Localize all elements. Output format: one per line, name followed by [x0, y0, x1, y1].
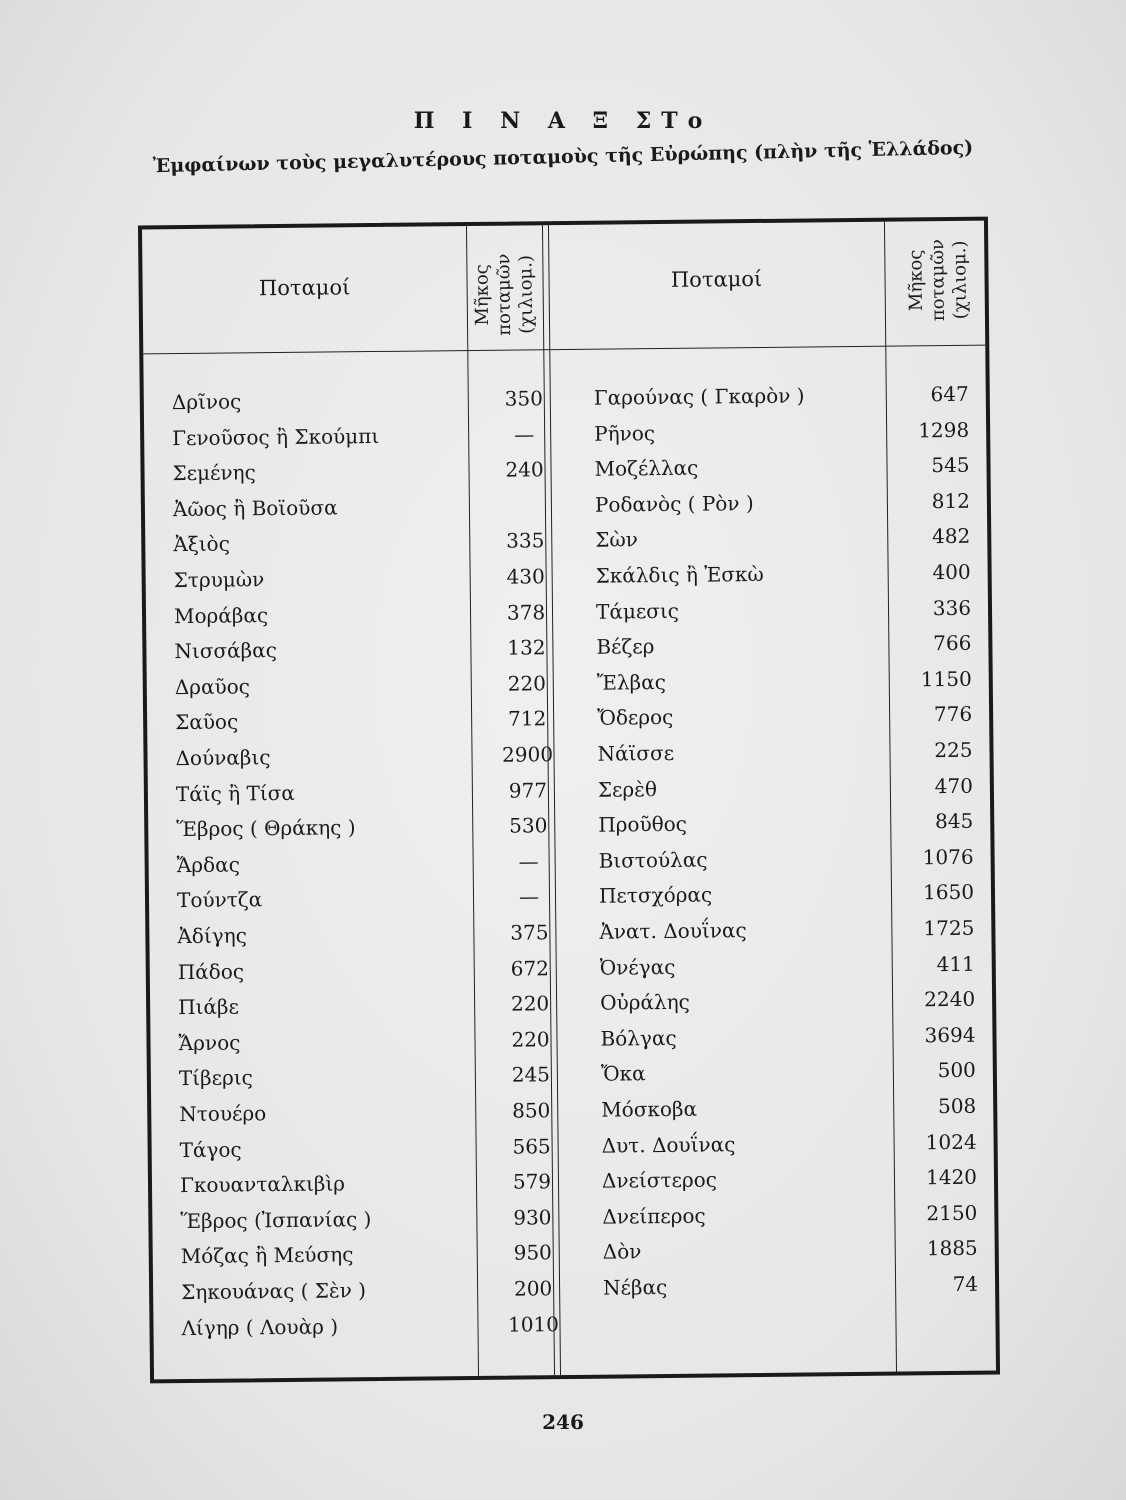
river-name-right: Ὀνέγας — [599, 954, 676, 980]
river-length-left: 712 — [507, 706, 547, 732]
river-length-left: 565 — [512, 1133, 551, 1159]
river-length-left: 672 — [510, 955, 549, 981]
river-name-left: Μοράβας — [173, 602, 269, 628]
river-length-right: 74 — [952, 1271, 979, 1297]
river-name-right: Πετσχόρας — [598, 882, 713, 909]
river-name-left: Γκουανταλκιβὶρ — [179, 1171, 346, 1198]
header-length-right-line3: (χιλιομ.) — [949, 240, 971, 320]
header-length-left-line3: (χιλιομ.) — [515, 254, 538, 334]
river-name-right: Ὄδερος — [597, 705, 674, 731]
river-length-right: 812 — [931, 488, 971, 513]
page-subtitle: Ἐμφαίνων τοὺς μεγαλυτέρους ποταμοὺς τῆς Εὐρώπης (πλὴν τῆς Ἑλλάδος) — [152, 136, 974, 178]
river-name-left: Ἀῶος ἢ Βοϊοῦσα — [172, 495, 338, 521]
river-name-right: Νάϊσσε — [597, 740, 675, 766]
river-length-right: 2150 — [926, 1200, 978, 1226]
river-name-left: Νισσάβας — [174, 638, 277, 664]
river-length-left: 1010 — [507, 1311, 560, 1337]
river-length-right: 1420 — [925, 1164, 978, 1190]
river-length-left: — — [518, 884, 540, 909]
table-row — [153, 1302, 995, 1346]
river-length-right: 400 — [932, 559, 971, 585]
river-name-right: Βιστούλας — [598, 847, 708, 873]
river-name-left: Ντουέρο — [179, 1101, 267, 1127]
river-length-left: 977 — [508, 777, 548, 803]
river-length-left: 930 — [513, 1205, 552, 1230]
river-length-left: 850 — [512, 1098, 551, 1123]
river-name-left: Πάδος — [177, 959, 245, 984]
river-name-right: Ὄκα — [600, 1061, 646, 1087]
river-length-right: 1650 — [922, 880, 975, 905]
river-name-right: Σκάλδις ἢ Ἐσκὼ — [595, 561, 764, 588]
river-length-right: 1024 — [925, 1129, 977, 1154]
river-name-left: Ἀδίγης — [177, 923, 247, 949]
river-length-left: 200 — [513, 1276, 553, 1301]
header-rivers-right: Ποταμοί — [670, 266, 763, 292]
river-length-left: 245 — [511, 1062, 551, 1088]
river-name-left: Λίγηρ ( Λουὰρ ) — [181, 1314, 339, 1340]
header-length-right — [905, 218, 972, 343]
river-name-left: Τούντζα — [176, 887, 263, 913]
river-name-right: Ροδανὸς ( Ρὸν ) — [594, 490, 754, 517]
header-length-left — [471, 232, 538, 357]
river-length-left: 335 — [506, 528, 545, 554]
river-name-left: Ἕβρος ( Θράκης ) — [176, 815, 356, 842]
river-length-right: 1076 — [922, 844, 974, 870]
river-name-right: Τάμεσις — [595, 598, 680, 624]
header-length-left-line1: Μῆκος — [471, 264, 494, 326]
river-length-right: 470 — [934, 773, 973, 798]
river-name-left: Τίβερις — [178, 1065, 253, 1091]
river-length-right: 545 — [931, 452, 970, 478]
river-length-right — [898, 1302, 978, 1303]
river-name-right: Οὐράλης — [600, 989, 690, 1015]
header-divider — [143, 345, 985, 355]
river-length-right: 1150 — [920, 666, 972, 692]
page-title: Π Ι Ν Α Ξ ΣΤο — [413, 108, 713, 134]
river-name-left: Στρυμὼν — [173, 567, 265, 593]
river-name-right: Ἔλβας — [596, 669, 667, 695]
river-name-left: Γενοῦσος ἢ Σκούμπι — [172, 423, 380, 450]
river-length-right: 411 — [936, 951, 975, 976]
rivers-table — [138, 217, 1000, 1384]
river-name-left: Ἕβρος (Ἰσπανίας ) — [180, 1206, 372, 1233]
river-length-left: 220 — [510, 991, 550, 1016]
river-length-left: 530 — [509, 813, 548, 838]
river-length-right: 500 — [937, 1058, 976, 1083]
river-length-right: 776 — [933, 702, 973, 727]
river-length-right: 508 — [937, 1093, 977, 1119]
river-length-left: 220 — [507, 671, 546, 696]
river-length-left: 950 — [513, 1240, 552, 1265]
river-name-left: Σαῦος — [175, 709, 239, 735]
river-name-left: Δούναβις — [175, 745, 271, 771]
river-name-left: Πιάβε — [178, 994, 239, 1020]
river-length-right: 1298 — [918, 417, 970, 442]
river-length-right: 647 — [930, 381, 969, 407]
river-length-right: 3694 — [924, 1022, 976, 1048]
river-length-left: 375 — [510, 920, 549, 945]
river-name-left: Ἀξιὸς — [173, 531, 230, 557]
header-length-right-line1: Μῆκος — [905, 249, 927, 312]
page-number: 246 — [542, 1410, 584, 1434]
river-length-right: 1885 — [926, 1236, 978, 1261]
river-name-left: Ἄρνος — [178, 1030, 241, 1055]
river-name-left: Τάϊς ἢ Τίσα — [175, 780, 295, 806]
river-length-right: 766 — [933, 630, 972, 656]
river-length-right: 1725 — [923, 915, 975, 941]
river-name-right: Βέζερ — [596, 634, 655, 659]
river-length-left: 2900 — [501, 742, 554, 767]
river-name-left: Μόζας ἢ Μεύσης — [180, 1242, 354, 1269]
river-name-right: Σὼν — [595, 527, 639, 553]
river-length-right: 2240 — [924, 986, 976, 1012]
river-length-left: 132 — [507, 635, 546, 660]
river-length-right: 482 — [931, 524, 971, 549]
river-length-right: 225 — [934, 737, 973, 763]
river-length-left: 240 — [505, 457, 544, 482]
river-length-left: 220 — [511, 1027, 550, 1052]
river-name-left: Δρῖνος — [171, 389, 242, 415]
river-name-left: Τάγος — [179, 1137, 242, 1162]
river-length-left: — — [518, 849, 539, 874]
river-length-left: 378 — [506, 599, 546, 625]
river-name-right: Ἀνατ. Δουΐνας — [599, 918, 747, 944]
river-name-right: Νέβας — [602, 1274, 668, 1300]
river-name-right: Δὸν — [602, 1239, 642, 1265]
header-length-right-line2: ποταμῶν — [927, 238, 950, 322]
river-length-left: 350 — [504, 386, 544, 411]
river-name-right: Δυτ. Δουΐνας — [601, 1131, 736, 1158]
river-name-right: Σερὲθ — [597, 776, 658, 802]
header-length-left-line2: ποταμῶν — [493, 253, 516, 336]
river-length-right: 336 — [932, 595, 972, 620]
river-name-right: Μόσκοβα — [601, 1096, 698, 1122]
river-length-right: 845 — [934, 808, 974, 834]
river-length-left: 579 — [512, 1169, 552, 1194]
river-length-left — [475, 488, 575, 489]
river-name-left: Σηκουάνας ( Σὲν ) — [181, 1278, 367, 1305]
river-name-right: Ρῆνος — [594, 420, 656, 446]
river-name-left: Σεμένης — [172, 460, 256, 486]
river-name-right: Βόλγας — [600, 1025, 677, 1051]
river-name-right: Γαρούνας ( Γκαρὸν ) — [593, 383, 805, 410]
river-name-right: Μοζέλλας — [594, 455, 699, 481]
river-name-left: Ἄρδας — [176, 852, 240, 877]
river-length-left: 430 — [506, 564, 545, 589]
header-rivers-left: Ποταμοί — [258, 275, 351, 301]
river-name-right: Δνείπερος — [602, 1203, 706, 1229]
river-length-left: — — [514, 421, 535, 447]
river-name-right: Προῦθος — [598, 811, 688, 837]
river-name-right: Δνείστερος — [601, 1167, 718, 1193]
river-name-left: Δραῦος — [174, 674, 251, 699]
